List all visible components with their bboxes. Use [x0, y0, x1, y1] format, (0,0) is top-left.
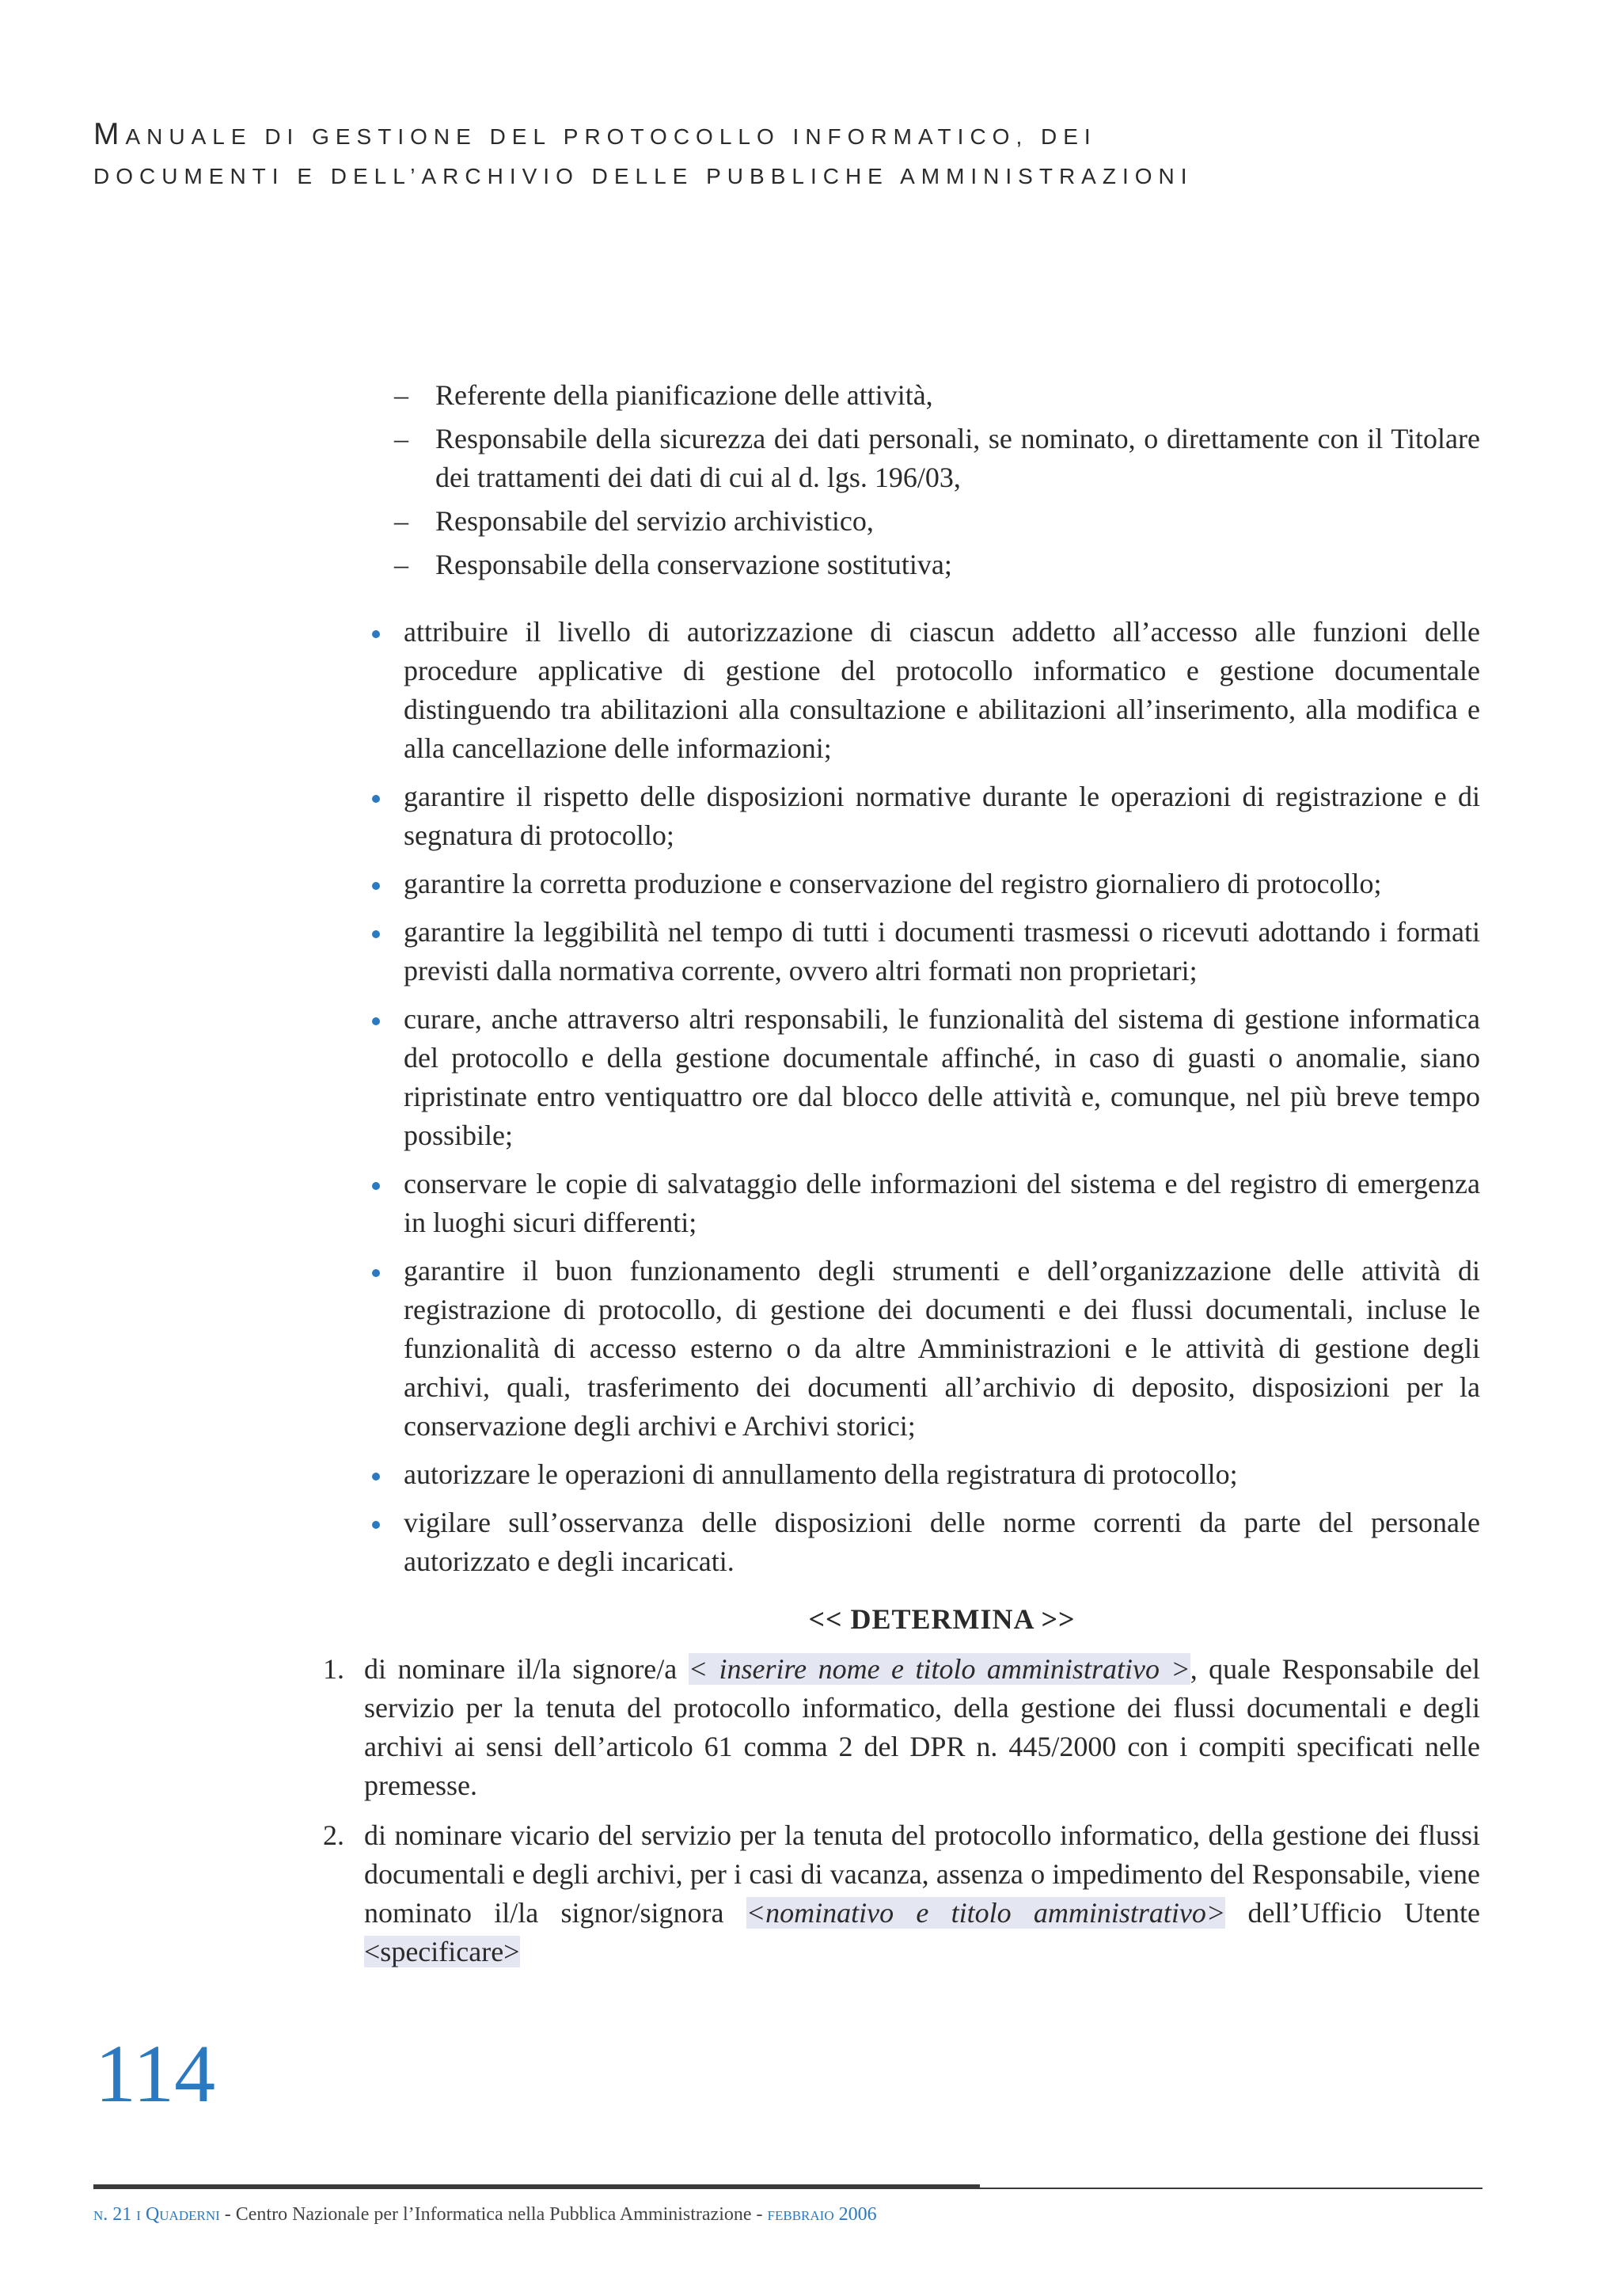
- numbered-item: [323, 1816, 1480, 1971]
- dash-item-text: Responsabile della sicurezza dei dati personali, se nominato, o direttamente con il Titolare dei trattamenti dei dati di cui al d. lgs. 196/03,: [435, 423, 1480, 493]
- bullet-dot-icon: [372, 1521, 380, 1529]
- bullet-item-text: vigilare sull’osservanza delle disposizioni delle norme correnti da parte del personale autorizzato e degli incaricati.: [404, 1507, 1480, 1577]
- bullet-item-text: autorizzare le operazioni di annullamento della registratura di protocollo;: [404, 1458, 1238, 1490]
- bullet-dot-icon: [372, 1473, 380, 1481]
- footer-publisher: - Centro Nazionale per l’Informatica nella Pubblica Amministrazione -: [219, 2204, 768, 2225]
- bullet-item: [404, 1000, 1480, 1155]
- page-body: [323, 376, 1480, 1982]
- dash-item-text: Responsabile della conservazione sostitutiva;: [435, 549, 952, 580]
- bullet-dot-icon: [372, 1269, 380, 1277]
- item-text: di nominare il/la signore/a: [364, 1653, 689, 1685]
- dash-marker: –: [394, 549, 408, 580]
- bullet-item: [404, 1252, 1480, 1446]
- dash-item: [394, 420, 1480, 497]
- footer-date: febbraio 2006: [767, 2204, 877, 2225]
- dash-item-text: Referente della pianificazione delle attività,: [435, 379, 933, 411]
- item-text: , quale Responsabile del servizio per la tenuta del protocollo informatico, della gestione dei flussi documentali e degli archivi ai sensi dell’articolo 61 comma 2 del DPR n. 445/2000 con i compiti specificati nelle premesse.: [364, 1653, 1480, 1801]
- bullet-item-text: garantire il rispetto delle disposizioni normative durante le operazioni di registrazione e di segnatura di protocollo;: [404, 781, 1480, 851]
- header-line-2: DOCUMENTI E DELL’ARCHIVIO DELLE PUBBLICHE AMMINISTRAZIONI: [93, 164, 1194, 188]
- placeholder-field[interactable]: < inserire nome e titolo amministrativo >: [688, 1653, 1190, 1685]
- dash-marker: –: [394, 423, 408, 454]
- dash-item: [394, 545, 1480, 584]
- dash-list: [356, 376, 1480, 584]
- bullet-item: [404, 1503, 1480, 1581]
- item-number: 1.: [323, 1653, 344, 1685]
- dash-item: [394, 502, 1480, 541]
- bullet-item: [404, 913, 1480, 990]
- bullet-item: [404, 865, 1480, 903]
- dash-item-text: Responsabile del servizio archivistico,: [435, 505, 874, 537]
- item-number: 2.: [323, 1819, 344, 1851]
- numbered-item: [323, 1650, 1480, 1805]
- item-text: di nominare vicario del servizio per la tenuta del protocollo informatico, della gestione dei flussi documentali e degli archivi, per i casi di vacanza, assenza o impedimento del Responsabile, viene nominato il/la signor/signora: [364, 1819, 1480, 1929]
- footer: [93, 2203, 1486, 2226]
- bullet-item-text: attribuire il livello di autorizzazione di ciascun addetto all’accesso alle funzioni delle procedure applicative di gestione del protocollo informatico e gestione documentale distinguendo tra abilitazioni alla consultazione e abilitazioni all’inserimento, alla modifica e alla cancellazione delle informazioni;: [404, 616, 1480, 764]
- bullet-dot-icon: [372, 795, 380, 803]
- bullet-dot-icon: [372, 1017, 380, 1025]
- footer-series: n. 21 i Quaderni: [93, 2204, 220, 2225]
- bullet-item-text: curare, anche attraverso altri responsabili, le funzionalità del sistema di gestione informatica del protocollo e della gestione documentale affinché, in caso di guasti o anomalie, siano ripristinate entro ventiquattro ore dal blocco delle attività e, comunque, nel più breve tempo possibile;: [404, 1003, 1480, 1151]
- placeholder-field[interactable]: <nominativo e titolo amministrativo>: [746, 1897, 1226, 1929]
- placeholder-field[interactable]: <specificare>: [364, 1936, 520, 1967]
- bullet-dot-icon: [372, 930, 380, 938]
- bullet-item-text: conservare le copie di salvataggio delle informazioni del sistema e del registro di emergenza in luoghi sicuri differenti;: [404, 1168, 1480, 1238]
- numbered-list: [323, 1650, 1480, 1971]
- bullet-item: [404, 1455, 1480, 1494]
- determina-heading: << DETERMINA >>: [808, 1603, 1076, 1635]
- bullet-dot-icon: [372, 1182, 380, 1190]
- bullet-dot-icon: [372, 630, 380, 638]
- header-initial: M: [93, 117, 126, 151]
- bullet-item-text: garantire il buon funzionamento degli strumenti e dell’organizzazione delle attività di registrazione di protocollo, di gestione dei documenti e dei flussi documentali, incluse le funzionalità di accesso esterno o da altre Amministrazioni e le attività di gestione degli archivi, quali, trasferimento dei documenti all’archivio di deposito, disposizioni per la conservazione degli archivi e Archivi storici;: [404, 1255, 1480, 1442]
- bullet-item: [404, 777, 1480, 855]
- item-text: dell’Ufficio Utente: [1225, 1897, 1480, 1929]
- bullet-item-text: garantire la corretta produzione e conservazione del registro giornaliero di protocollo;: [404, 868, 1382, 899]
- bullet-item-text: garantire la leggibilità nel tempo di tutti i documenti trasmessi o ricevuti adottando i formati previsti dalla normativa corrente, ovvero altri formati non proprietari;: [404, 916, 1480, 986]
- footer-rule: [93, 2188, 1482, 2189]
- header-line-1-text: ANUALE DI GESTIONE DEL PROTOCOLLO INFORMATICO, DEI: [125, 124, 1097, 149]
- bullet-item: [404, 1165, 1480, 1242]
- dash-marker: –: [394, 505, 408, 537]
- dash-item: [394, 376, 1480, 415]
- running-header: [93, 115, 1518, 196]
- header-line-1: [93, 115, 1518, 157]
- bullet-dot-icon: [372, 882, 380, 890]
- dash-marker: –: [394, 379, 408, 411]
- page-number: 114: [95, 2028, 216, 2119]
- bullet-item: [404, 613, 1480, 768]
- bullet-list: [356, 613, 1480, 1581]
